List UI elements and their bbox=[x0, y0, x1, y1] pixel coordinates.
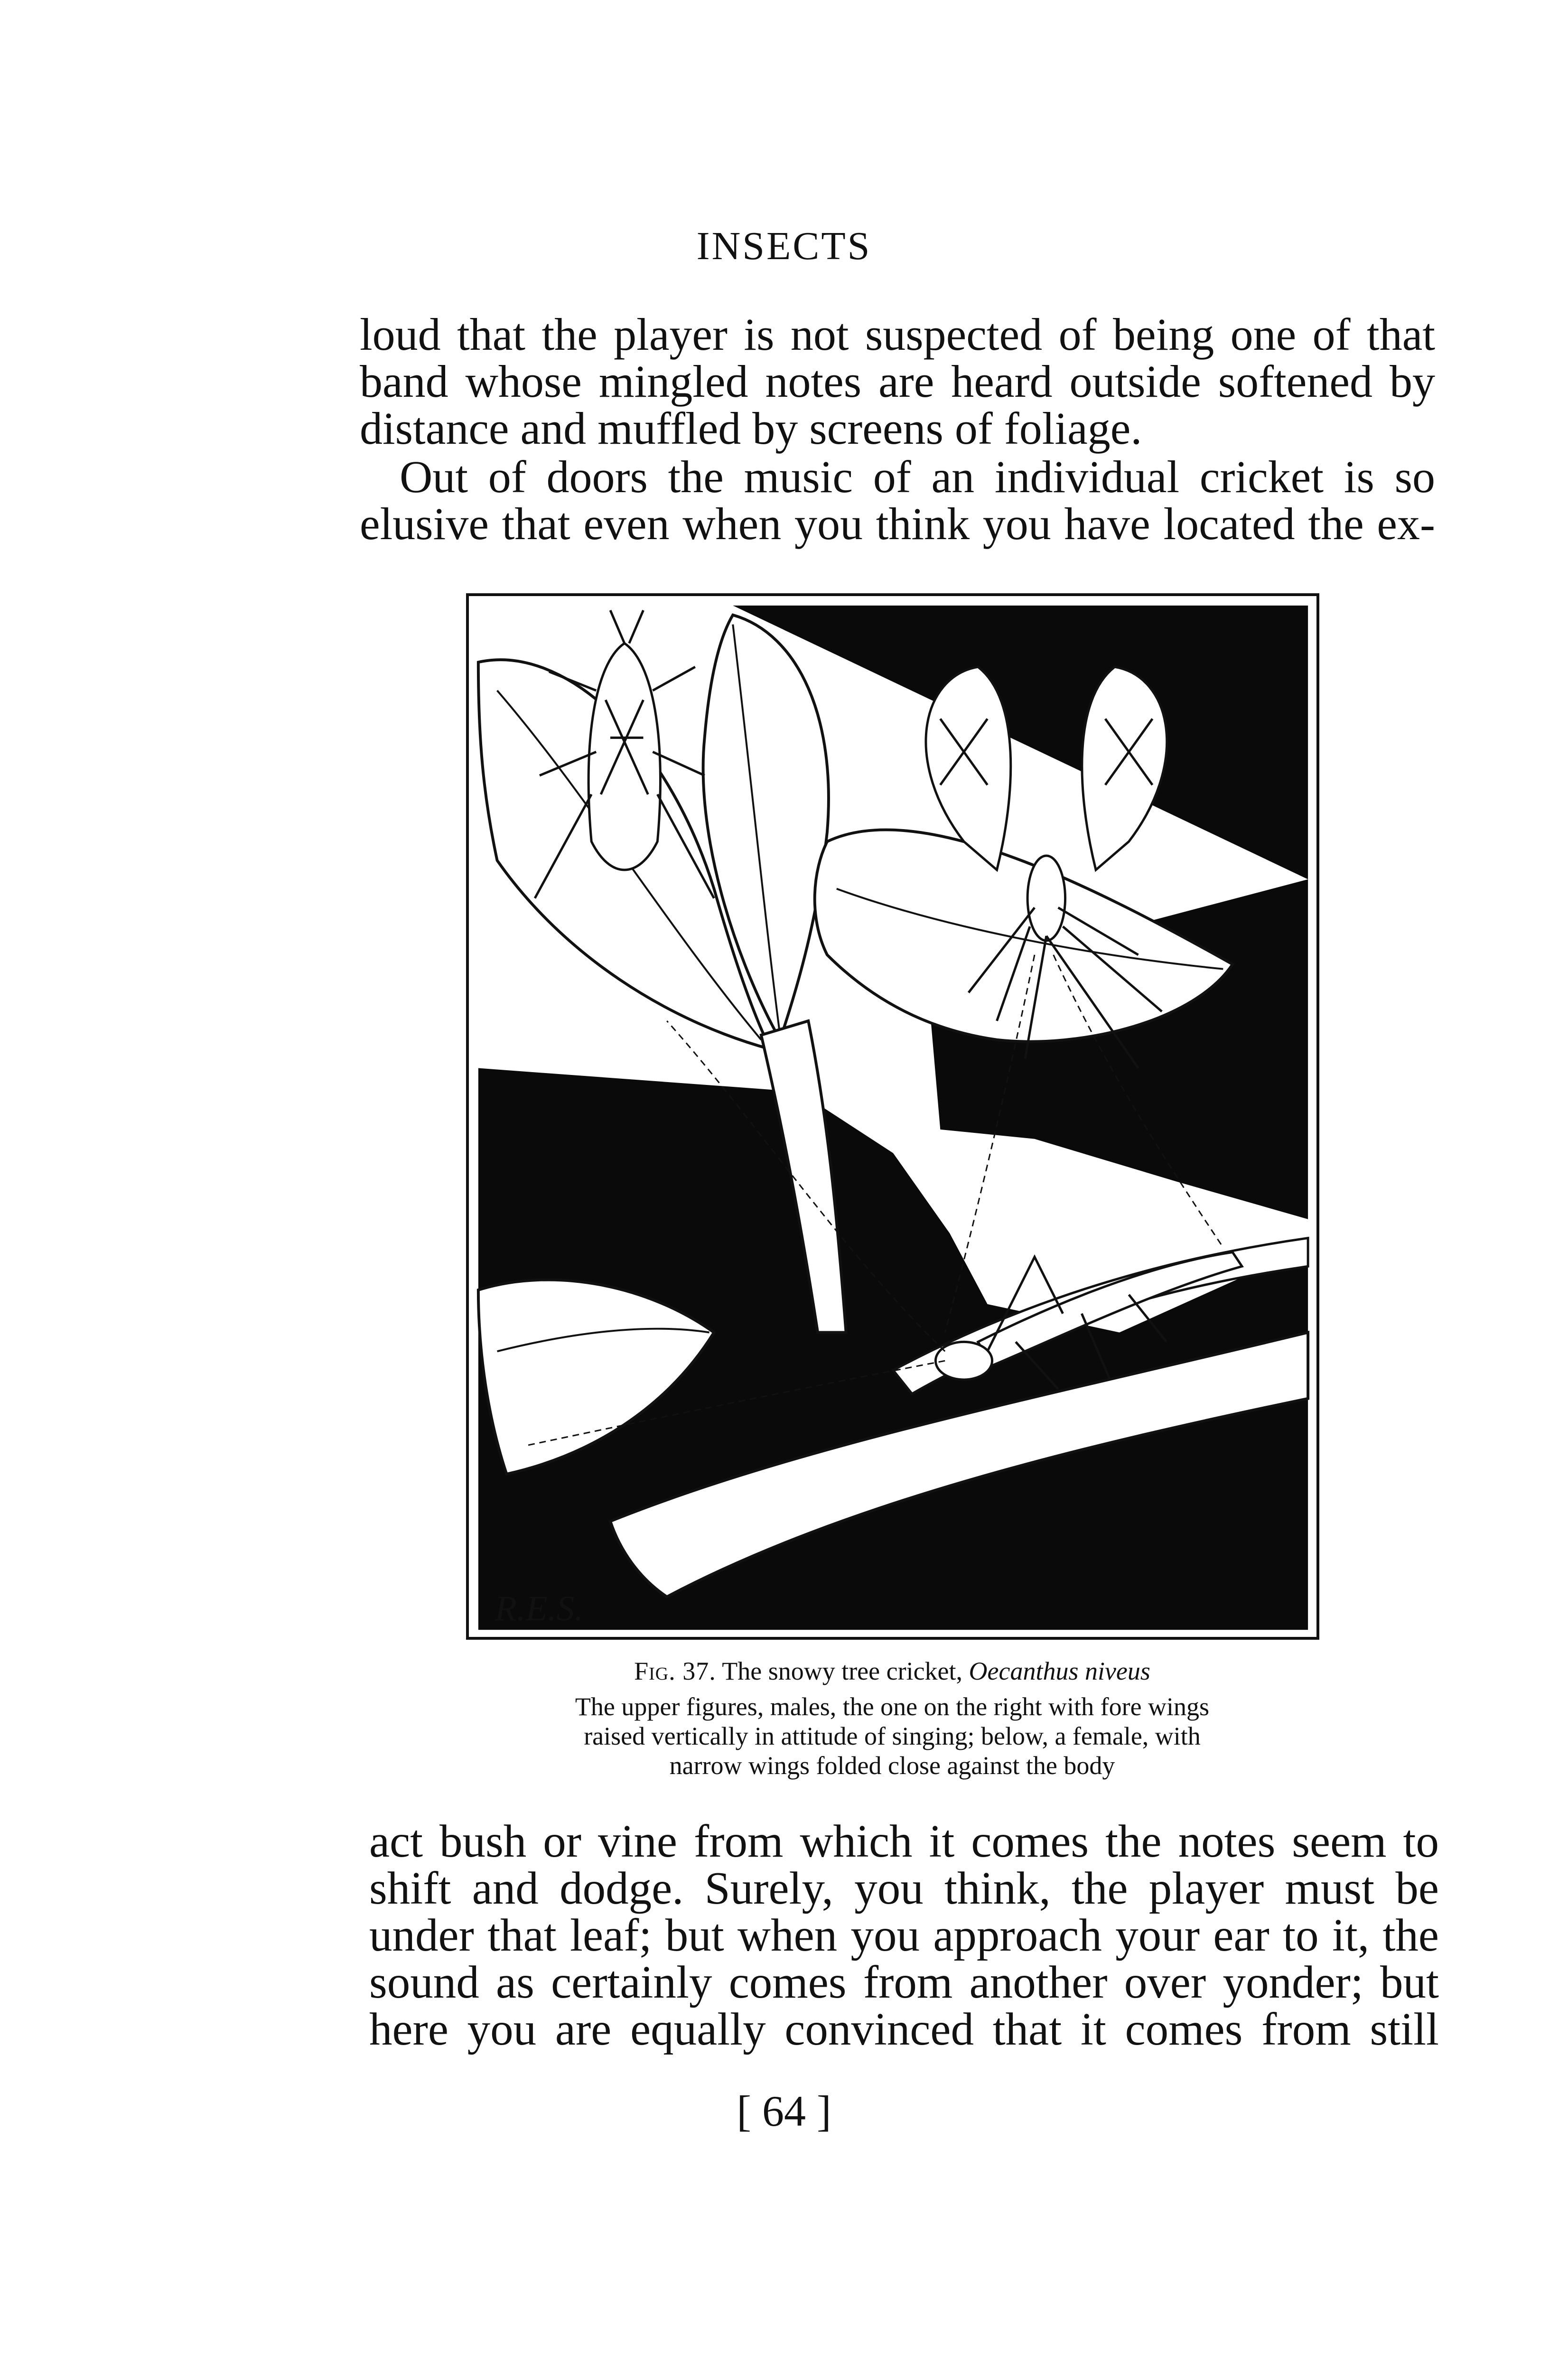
figure-number: Fig. 37. bbox=[634, 1657, 716, 1685]
caption-line: The upper figures, males, the one on the right with fore wings bbox=[575, 1692, 1210, 1721]
figure-title: The snowy tree cricket, bbox=[722, 1657, 963, 1685]
text-line: act bush or vine from which it comes the notes seem to bbox=[369, 1816, 1439, 1867]
caption-line: narrow wings folded close against the body bbox=[669, 1751, 1115, 1780]
page-number: [ 64 ] bbox=[737, 2087, 831, 2135]
text-line: loud that the player is not suspected of being one of that bbox=[360, 309, 1435, 360]
tree-cricket-illustration bbox=[469, 596, 1316, 1637]
text-line: distance and muffled by screens of foliage. bbox=[360, 403, 1142, 454]
caption-line: raised vertically in attitude of singing; below, a female, with bbox=[584, 1722, 1201, 1750]
figure-illustration bbox=[466, 593, 1319, 1640]
paragraph-1 bbox=[360, 311, 1435, 452]
figure-caption-body bbox=[427, 1692, 1357, 1780]
artist-signature: R.E.S. bbox=[495, 1589, 584, 1629]
text-line: here you are equally convinced that it comes from still bbox=[369, 2004, 1439, 2055]
text-line: Out of doors the music of an individual cricket is so bbox=[400, 451, 1435, 502]
species-name: Oecanthus niveus bbox=[969, 1657, 1150, 1685]
text-line: sound as certainly comes from another over yonder; but bbox=[369, 1957, 1439, 2008]
text-line: under that leaf; but when you approach your ear to it, the bbox=[369, 1910, 1439, 1961]
text-line: shift and dodge. Surely, you think, the player must be bbox=[369, 1863, 1439, 1914]
leaf-right bbox=[815, 830, 1232, 1041]
figure-caption-title bbox=[427, 1656, 1357, 1686]
text-line: band whose mingled notes are heard outside softened by bbox=[360, 356, 1435, 407]
running-head: INSECTS bbox=[696, 224, 872, 268]
text-line: elusive that even when you think you have located the ex- bbox=[360, 498, 1435, 549]
paragraph-3 bbox=[369, 1818, 1439, 2053]
paragraph-2 bbox=[360, 453, 1435, 547]
